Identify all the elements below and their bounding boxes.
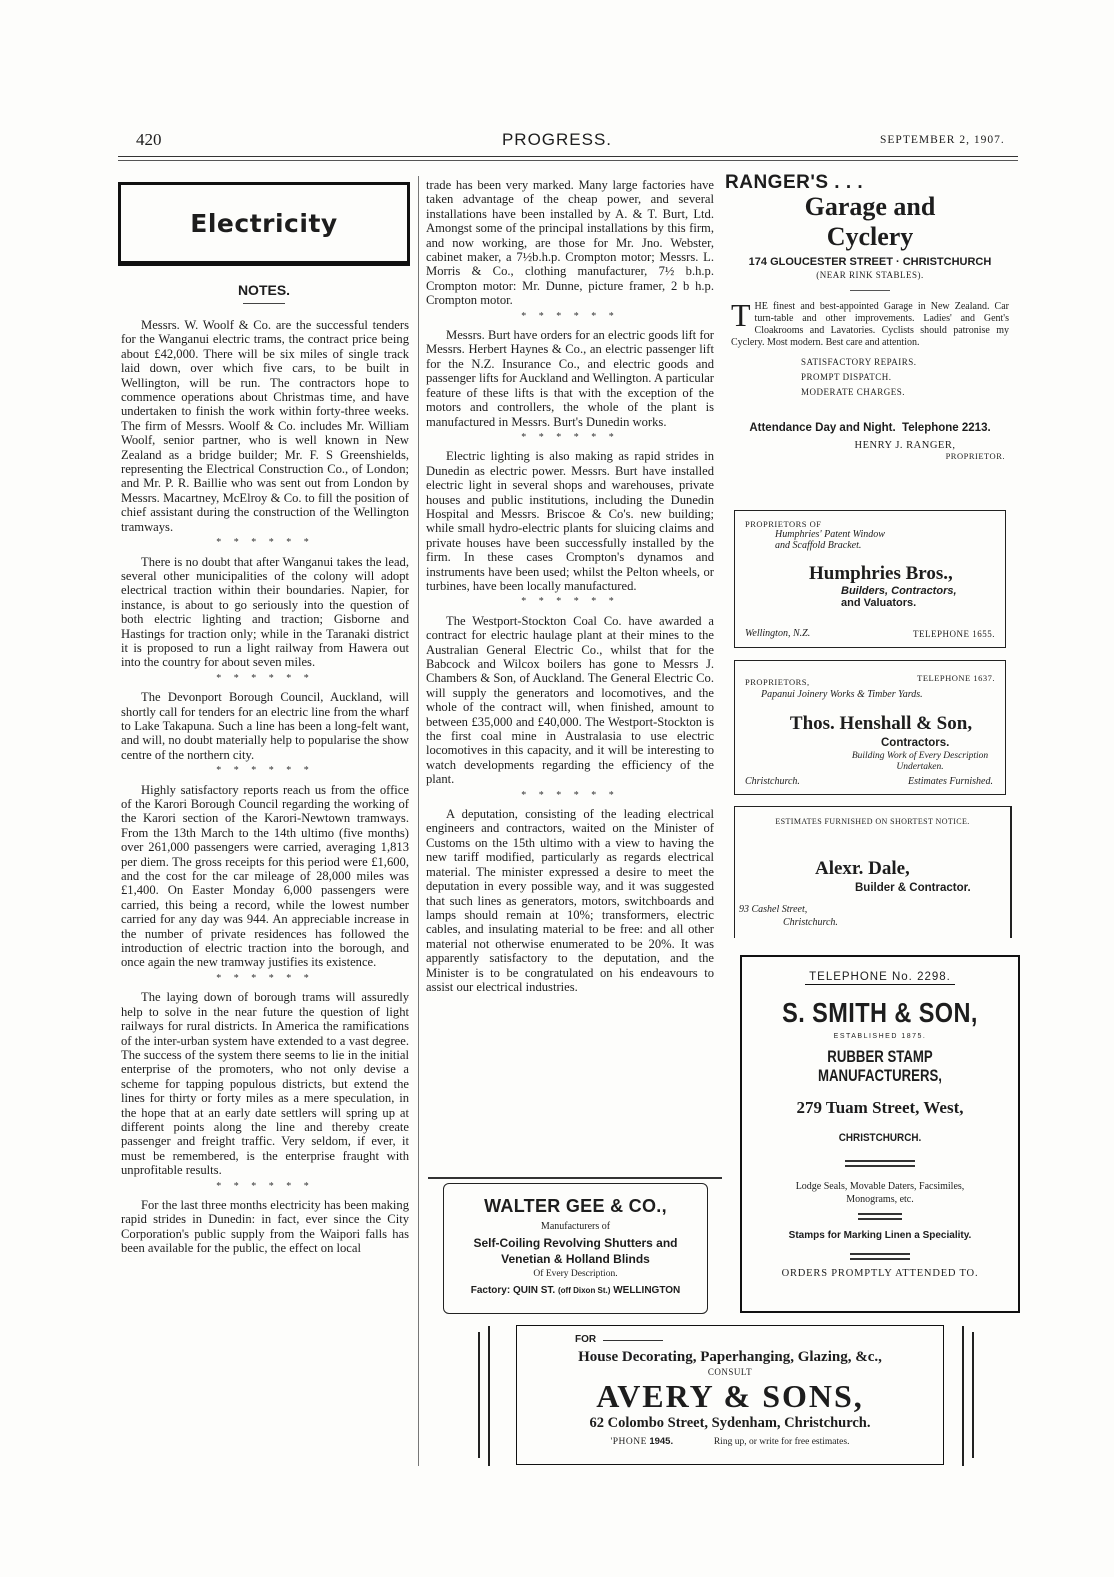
advert-rule — [858, 1213, 902, 1215]
advert-headline: Garage and — [804, 192, 936, 221]
address-line: 93 Cashel Street, — [739, 904, 808, 915]
trade-line: RUBBER STAMP MANUFACTURERS, — [818, 1048, 942, 1085]
paragraph: The laying down of borough trams will assuredly help to solve in the near future the question of light railways for rural districts. In America the ramifications of the inter-urban system have extended to a vast degree. The success of the system there seems to lie in the initial enterprise of the promoters, who not only devise a scheme for tapping populous districts, but extend the lines for thirty or forty miles as a mere speculation, in the hope that at an early date settlers will spring up at different points along the line and thereby create passenger and freight traffic. Very seldom, if ever, it must be remembered, is the enterprise fraught with unprofitable results. — [121, 990, 409, 1178]
advert-city: CHRISTCHURCH. — [838, 1132, 922, 1144]
advert-phone: TELEPHONE 1637. — [917, 673, 995, 683]
advert-address: 62 Colombo Street, Sydenham, Christchurch. — [589, 1415, 871, 1431]
advert-phone: TELEPHONE 1655. — [913, 629, 995, 639]
advert-rule — [603, 1340, 663, 1341]
advertiser-name: WALTER GEE & CO., — [484, 1196, 667, 1216]
factory-address: Factory: QUIN ST. (off Dixon St.) WELLINGTON — [470, 1285, 681, 1296]
article-title: Electricity — [190, 208, 338, 238]
henshall-advert — [734, 660, 1006, 795]
column-divider — [418, 176, 419, 1466]
advertiser-name: Humphries Bros., — [809, 563, 953, 584]
product-line: Venetian & Holland Blinds — [501, 1252, 650, 1266]
advert-location: Wellington, N.Z. — [745, 628, 811, 639]
advert-location: Christchurch. — [745, 776, 800, 787]
product-line: Humphries' Patent Window — [775, 529, 885, 540]
issue-date: SEPTEMBER 2, 1907. — [880, 134, 1005, 146]
service-item: MODERATE CHARGES. — [801, 387, 906, 397]
paragraph: The Westport-Stockton Coal Co. have awarded a contract for electric haulage plant at their mines to the Australian General Electric Co., whilst that for the Babcock and Wilcox boilers has gone to Messrs J. Chambers & Son, of Auckland. The General Electric Co. will supply the generators and locomotives, and the whole of the contract will, when finished, amount to between £35,000 and £40,000. The Westport-Stockton is the first coal mine in Australasia to use electric locomotives in this capacity, and it will be interesting to watch developments regarding the efficiency of the plant. — [426, 613, 714, 787]
publication-title: PROGRESS. — [501, 130, 613, 149]
page-number: 420 — [136, 130, 162, 149]
drop-cap: T — [731, 297, 751, 333]
advert-headline: Cyclery — [826, 222, 914, 251]
advert-rule — [850, 290, 890, 291]
paragraph: Messrs. W. Woolf & Co. are the successful tenders for the Wanganui electric trams, the contract price being about £42,000. There will be six miles of single track laid down, over which five cars, to be built in Wellington, will be run. The contractors hope to commence operations about Christmas time, and have undertaken to finish the work within forty-three weeks. The firm of Messrs. Woolf & Co. includes Mr. William Woolf, senior partner, who is well known in New Zealand as a bridge builder; Mr. F. S Greenshields, representing the Electrical Construction Co., of London; and Mr. P. R. Baillie who was sent out from London by Messrs. Macartney, McElroy & Co. to fill the position of chief assistant during the construction of the Wellington tramways. — [121, 318, 409, 534]
dale-advert — [734, 806, 1012, 938]
advert-rule — [850, 1258, 910, 1260]
section-separator: * * * * * * — [216, 672, 314, 684]
advert-address: 279 Tuam Street, West, — [796, 1098, 964, 1117]
advert-phone: TELEPHONE No. 2298. — [805, 971, 955, 985]
advert-location-note: (NEAR RINK STABLES). — [816, 270, 924, 280]
header-rule — [118, 156, 1018, 157]
advert-rule — [845, 1165, 915, 1167]
product-line: and Scaffold Bracket. — [775, 540, 862, 551]
trade-line: Builder & Contractor. — [855, 882, 971, 894]
section-separator: * * * * * * — [521, 310, 619, 322]
paragraph: A deputation, consisting of the leading electrical engineers and contractors, waited on the Minister of Customs on the 15th ultimo with a view to having the new tariff modified, particularly as regards electrical material. The minister expressed a desire to meet the deputation in every possible way, and it was suggested that such lines as generators, motors, switchboards and lamps should remain at 10%; transformers, electric cables, and insulating material to be free: and all other material not otherwise enumerated to be 20%. It was apparently satisfactory to the deputation, and the Minister is to be congratulated on his endeavours to assist our electrical industries. — [426, 807, 714, 994]
works-line: Papanui Joinery Works & Timber Yards. — [761, 689, 923, 700]
attendance-line: Attendance Day and Night. Telephone 2213. — [749, 422, 991, 434]
frame-rule — [478, 1332, 480, 1458]
column-end-rule — [428, 1177, 722, 1179]
paragraph: trade has been very marked. Many large factories have taken advantage of the cheap power, and several installations have been installed by A. & T. Burt, Ltd. Amongst some of the principal installations by this firm, and now working, are those for Mr. Jno. Webster, cabinet maker, a 7½b.h.p. Crompton motor; Messrs. L. Morris & Co., clothing manufacturer, 7½ b.h.p. Crompton motor: Mr. Dunne, picture framer, 2 b h.p. Crompton motor. — [426, 178, 714, 308]
advertiser-name: AVERY & SONS, — [596, 1378, 864, 1414]
consult-line: CONSULT — [707, 1367, 753, 1377]
product-line: Lodge Seals, Movable Daters, Facsimiles, — [795, 1181, 965, 1192]
section-separator: * * * * * * — [216, 765, 314, 777]
paragraph: The Devonport Borough Council, Auckland, will shortly call for tenders for an electric line from the wharf to Lake Takapuna. Such a line has been a long-felt want, and will, no doubt materially help to popularise the show centre of the northern city. — [121, 690, 409, 762]
ranger-advert — [725, 172, 1015, 461]
paragraph: There is no doubt that after Wanganui takes the lead, several other municipalities of the colony will adopt electrical traction within their boundaries. Napier, for instance, is about to go seriously into the question of both electric lighting and traction; Gisborne and Hastings for traction only; while in the Taranaki district it is proposed to run a light railway from Hawera out into the country for about seven miles. — [121, 554, 409, 670]
advert-address: 174 GLOUCESTER STREET · CHRISTCHURCH — [748, 256, 992, 268]
established-line: ESTABLISHED 1875. — [833, 1033, 927, 1040]
advert-body: THE finest and best-appointed Garage in New Zealand. Car turn-table and other improvements. Ladies' and Gent's Cloakrooms and Lavatories. Cyclists should patronise my Cyclery. Most modern. Best care and attention. — [731, 297, 1009, 348]
specialty-line: Stamps for Marking Linen a Speciality. — [788, 1230, 972, 1241]
advert-footer: ORDERS PROMPTLY ATTENDED TO. — [781, 1268, 979, 1279]
article-subheading: NOTES. — [237, 282, 291, 298]
humphries-advert — [734, 510, 1006, 648]
trade-line: Contractors. — [881, 737, 950, 749]
paragraph: For the last three months electricity has been making rapid strides in Dunedin: in fact, ever since the City Corporation's public supply from the Waipori falls has been available for the public, the effect on local — [121, 1197, 409, 1256]
address-line: Christchurch. — [783, 917, 838, 928]
product-line: Monograms, etc. — [846, 1194, 914, 1205]
advert-label: PROPRIETORS, — [745, 677, 810, 687]
description-line: Building Work of Every Description — [851, 751, 989, 761]
section-separator: * * * * * * — [521, 789, 619, 801]
section-separator: * * * * * * — [521, 596, 619, 608]
section-separator: * * * * * * — [216, 537, 314, 549]
avery-advert — [516, 1325, 944, 1465]
services-line: House Decorating, Paperhanging, Glazing, &c., — [578, 1349, 882, 1365]
article-title-box — [118, 182, 410, 266]
proprietor-name: HENRY J. RANGER, — [854, 440, 956, 451]
advertiser-name: Thos. Henshall & Son, — [789, 713, 973, 734]
advert-rule — [850, 1253, 910, 1255]
proprietor-title: PROPRIETOR. — [945, 451, 1005, 461]
header-rule-secondary — [118, 160, 1018, 161]
paragraph: Electric lighting is also making as rapid strides in Dunedin as electric power. Messrs. Burt have installed electric light in several shops and warehouses, private houses and public institutions, including the Dunedin Hospital and Messrs. Briscoe & Co's. new building; while small hydro-electric plants for sluicing claims and private houses have been successfully installed by the firm. In these cases Crompton's dynamos and instruments have been used; whilst the Pelton wheels, or turbines, have been locally manufactured. — [426, 449, 714, 593]
trade-line: and Valuators. — [841, 597, 917, 609]
description-line: Undertaken. — [896, 762, 944, 772]
advert-notice: ESTIMATES FURNISHED ON SHORTEST NOTICE. — [775, 817, 970, 826]
frame-rule — [962, 1326, 964, 1466]
section-separator: * * * * * * — [521, 431, 619, 443]
advert-rule — [845, 1160, 915, 1162]
advert-estimates: Estimates Furnished. — [908, 776, 993, 787]
subheading-rule — [243, 303, 285, 304]
product-description: Of Every Description. — [533, 1269, 618, 1279]
advertiser-name: S. SMITH & SON, — [782, 997, 978, 1028]
advert-label: FOR — [575, 1334, 597, 1345]
service-item: PROMPT DISPATCH. — [801, 372, 892, 382]
advertiser-name: RANGER'S . . . — [725, 172, 864, 193]
service-list — [725, 355, 1015, 400]
paragraph: Messrs. Burt have orders for an electric goods lift for Messrs. Herbert Haynes & Co., an electric passenger lift for the N.Z. Insurance Co., and electric goods and passenger lifts for Auckland and Wellington. A particular feature of these lifts is that with the exception of the motors and controllers, the whole of the plant is manufactured in Messrs. Burt's Dunedin works. — [426, 328, 714, 429]
walter-gee-advert — [443, 1183, 708, 1314]
smith-advert — [740, 955, 1020, 1313]
product-line: Self-Coiling Revolving Shutters and — [473, 1236, 678, 1250]
advertiser-name: Alexr. Dale, — [815, 858, 910, 879]
phone-line: 'PHONE 1945. Ring up, or write for free estimates. — [610, 1436, 850, 1447]
advert-label: Manufacturers of — [540, 1221, 611, 1232]
service-item: SATISFACTORY REPAIRS. — [801, 357, 917, 367]
advert-rule — [858, 1218, 902, 1220]
frame-rule — [972, 1332, 974, 1458]
paragraph: Highly satisfactory reports reach us from the office of the Karori Borough Council regarding the working of the Karori section of the Karori-Newtown tramways. From the 13th March to the 14th ultimo (five months) over 261,000 passengers were carried, averaging 1,813 per diem. The gross receipts for this period were £1,600, and the cost for the car mileage of 28,000 miles was £1,400. On Easter Monday 6,000 passengers were carried, this being a record, while the lowest number carried for any day was 944. An appreciable increase in the number of private residences has followed the introduction of electric traction into the borough, and once again the new tramway justifies its existence. — [121, 782, 409, 970]
section-separator: * * * * * * — [216, 1180, 314, 1192]
trade-line: Builders, Contractors, — [841, 585, 957, 597]
article-column-1 — [121, 318, 409, 1256]
frame-rule — [488, 1326, 490, 1466]
section-separator: * * * * * * — [216, 972, 314, 984]
article-column-2 — [426, 178, 714, 994]
advert-label: PROPRIETORS OF — [745, 519, 822, 529]
